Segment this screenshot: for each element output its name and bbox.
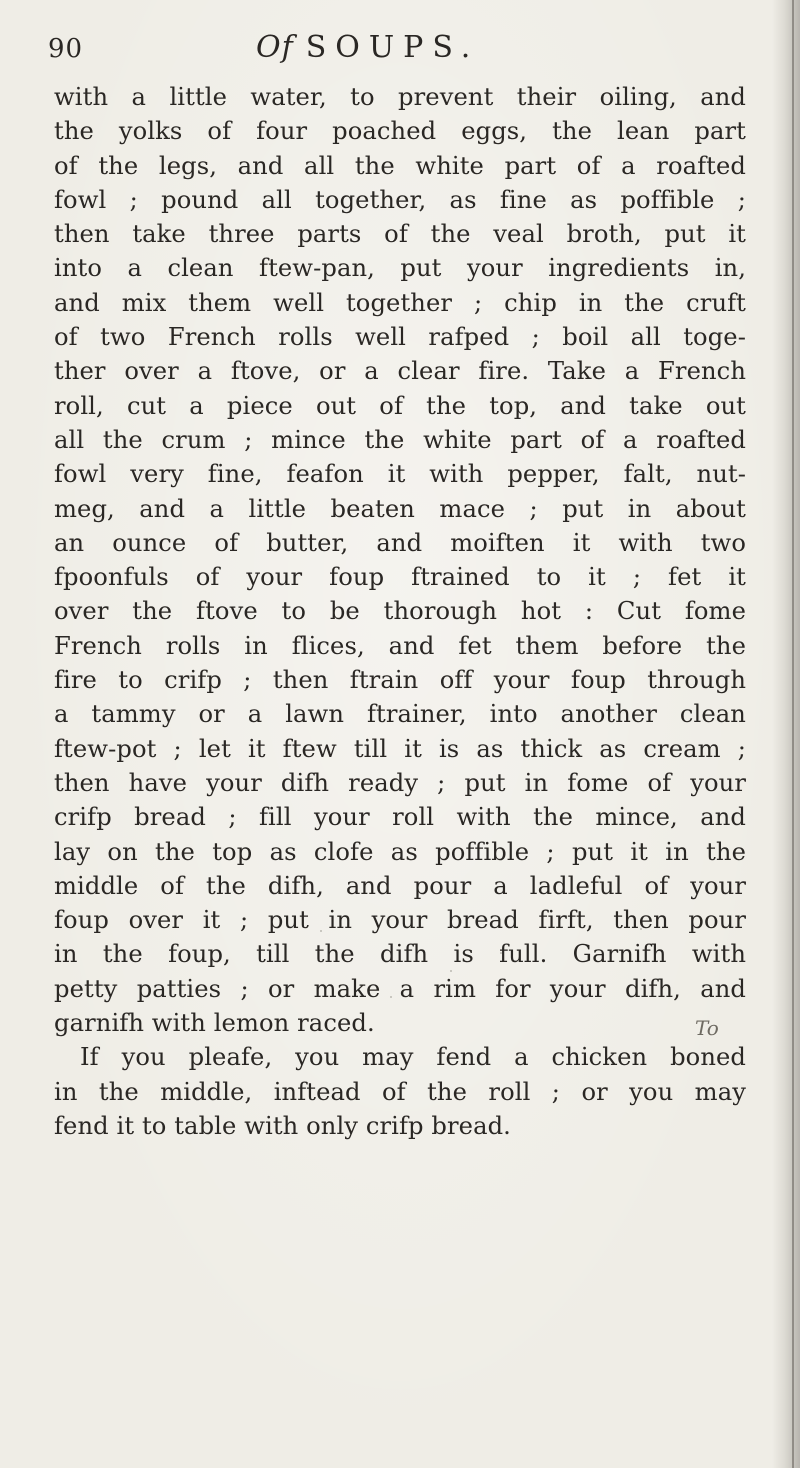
paper-speck: [320, 930, 322, 932]
text-line: fowl ; pound all together, as fine as poffible ;: [54, 185, 746, 214]
page-edge: [792, 0, 794, 1468]
text-line: of two French rolls well rafped ; boil all toge-: [54, 323, 746, 352]
catchword: To: [695, 1016, 719, 1040]
running-title: [256, 30, 479, 65]
text-line: then take three parts of the veal broth, put it: [54, 220, 746, 249]
paper-speck: [450, 970, 452, 972]
paper-speck: [640, 928, 642, 930]
text-line: fpoonfuls of your foup ftrained to it ; fet it: [54, 563, 746, 592]
text-line: ther over a ftove, or a clear fire. Take a French: [54, 357, 746, 386]
text-line: ftew-pot ; let it ftew till it is as thick as cream ;: [54, 734, 746, 763]
page-number: 90: [48, 34, 84, 64]
paper-specks: [120, 900, 740, 1030]
text-line: French rolls in flices, and fet them before the: [54, 631, 746, 660]
text-line: in the foup, till the difh is full. Garnifh with: [54, 940, 746, 969]
text-line: fend it to table with only crifp bread.: [54, 1111, 511, 1140]
text-line: over the ftove to be thorough hot : Cut fome: [54, 597, 746, 626]
text-line: middle of the difh, and pour a ladleful of your: [54, 871, 746, 900]
text-line: meg, and a little beaten mace ; put in about: [54, 494, 746, 523]
text-line: crifp bread ; fill your roll with the mince, and: [54, 803, 746, 832]
text-line: fire to crifp ; then ftrain off your foup through: [54, 666, 746, 695]
text-line: garnifh with lemon raced.: [54, 1009, 375, 1038]
text-line: a tammy or a lawn ftrainer, into another clean: [54, 700, 746, 729]
text-line: the yolks of four poached eggs, the lean part: [54, 117, 746, 146]
paper-speck: [500, 952, 502, 954]
page-gutter-shadow: [772, 0, 800, 1468]
text-line: an ounce of butter, and moiften it with two: [54, 528, 746, 557]
text-line: of the legs, and all the white part of a roafted: [54, 151, 746, 180]
text-line: then have your difh ready ; put in fome of your: [54, 768, 746, 797]
running-title-prefix: Of: [256, 30, 294, 65]
text-line: with a little water, to prevent their oiling, and: [54, 83, 746, 111]
text-line: roll, cut a piece out of the top, and take out: [54, 391, 746, 420]
text-line: into a clean ftew-pan, put your ingredients in,: [54, 254, 746, 283]
running-head: [48, 28, 748, 72]
text-line: all the crum ; mince the white part of a roafted: [54, 425, 746, 454]
text-line: foup over it ; put in your bread firft, then pour: [54, 906, 746, 935]
paper-speck: [390, 996, 392, 998]
text-line: in the middle, inftead of the roll ; or you may: [54, 1077, 746, 1106]
text-line: fowl very fine, feafon it with pepper, falt, nut-: [54, 460, 746, 489]
text-line: lay on the top as clofe as poffible ; put it in the: [54, 837, 746, 866]
running-title-main: SOUPS.: [305, 30, 480, 65]
text-line: If you pleafe, you may fend a chicken boned: [80, 1043, 746, 1072]
text-line: petty patties ; or make a rim for your difh, and: [54, 974, 746, 1003]
text-line: and mix them well together ; chip in the cruft: [54, 288, 746, 317]
